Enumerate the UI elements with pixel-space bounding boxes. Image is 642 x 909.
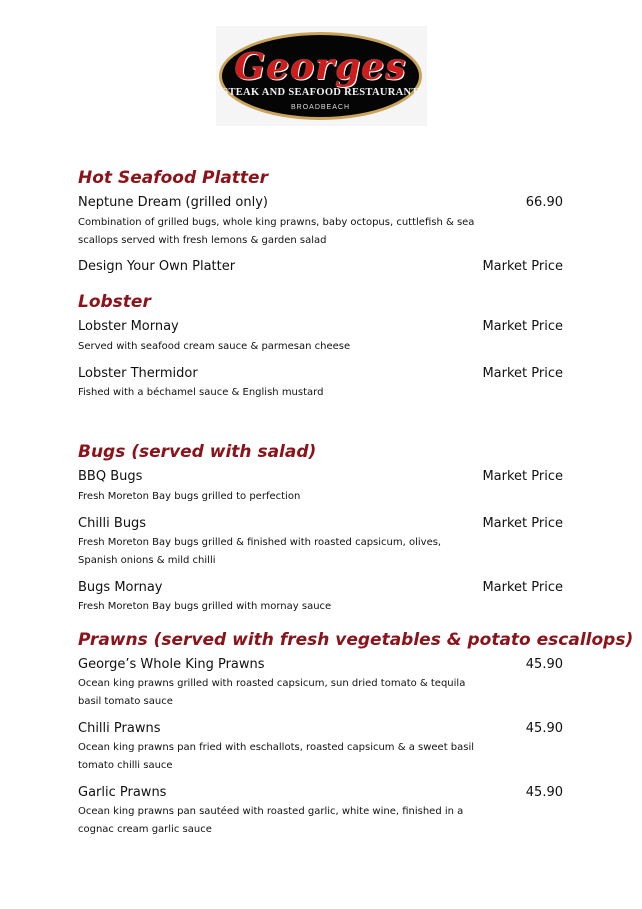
menu-item-name: Lobster Mornay	[78, 319, 179, 334]
logo-subtitle: STEAK AND SEAFOOD RESTAURANT	[222, 87, 419, 98]
menu-item-name: Neptune Dream (grilled only)	[78, 195, 268, 210]
section-title-hot-seafood-platter: Hot Seafood Platter	[78, 168, 268, 188]
menu-item-price: Market Price	[482, 319, 563, 334]
menu-item-name: Design Your Own Platter	[78, 259, 236, 274]
menu-item-name: Bugs Mornay	[78, 580, 163, 595]
menu-item-description: Ocean king prawns grilled with roasted capsicum, sun dried tomato & tequila basil tomato sauce	[78, 678, 466, 707]
menu-item-description: Fresh Moreton Bay bugs grilled & finished with roasted capsicum, olives, Spanish onions & mild chilli	[78, 537, 442, 566]
menu-item-price: Market Price	[482, 366, 563, 381]
logo-oval	[219, 32, 422, 120]
menu-item-description: Combination of grilled bugs, whole king prawns, baby octopus, cuttlefish & sea scallops served with fresh lemons & garden salad	[78, 217, 475, 246]
menu-item-description: Ocean king prawns pan fried with eschallots, roasted capsicum & a sweet basil tomato chilli sauce	[78, 742, 475, 771]
logo-name: Georges	[234, 46, 407, 88]
menu-item-name: Chilli Bugs	[78, 516, 147, 531]
menu-item-price: 45.90	[525, 785, 563, 800]
menu-item-name: George’s Whole King Prawns	[78, 657, 265, 672]
menu-item-description: Ocean king prawns pan sautéed with roasted garlic, white wine, finished in a cognac cream garlic sauce	[78, 806, 464, 835]
menu-item-name: BBQ Bugs	[78, 469, 143, 484]
restaurant-logo	[216, 26, 427, 126]
section-title-bugs: Bugs (served with salad)	[78, 442, 317, 462]
menu-item-price: 45.90	[525, 657, 563, 672]
menu-item-description: Fresh Moreton Bay bugs grilled with mornay sauce	[78, 601, 332, 612]
menu-item-price: 66.90	[525, 195, 563, 210]
menu-item-description: Fished with a béchamel sauce & English mustard	[78, 387, 324, 398]
menu-item-price: Market Price	[482, 516, 563, 531]
logo-location: BROADBEACH	[290, 104, 350, 111]
section-title-prawns: Prawns (served with fresh vegetables & potato escallops)	[78, 630, 634, 650]
menu-item-name: Chilli Prawns	[78, 721, 161, 736]
menu-item-description: Fresh Moreton Bay bugs grilled to perfection	[78, 491, 301, 502]
menu-item-price: Market Price	[482, 259, 563, 274]
menu-item-name: Lobster Thermidor	[78, 366, 198, 381]
menu-item-name: Garlic Prawns	[78, 785, 167, 800]
section-title-lobster: Lobster	[78, 292, 151, 312]
menu-item-description: Served with seafood cream sauce & parmesan cheese	[78, 341, 351, 352]
menu-item-price: Market Price	[482, 580, 563, 595]
menu-item-price: Market Price	[482, 469, 563, 484]
menu-item-price: 45.90	[525, 721, 563, 736]
